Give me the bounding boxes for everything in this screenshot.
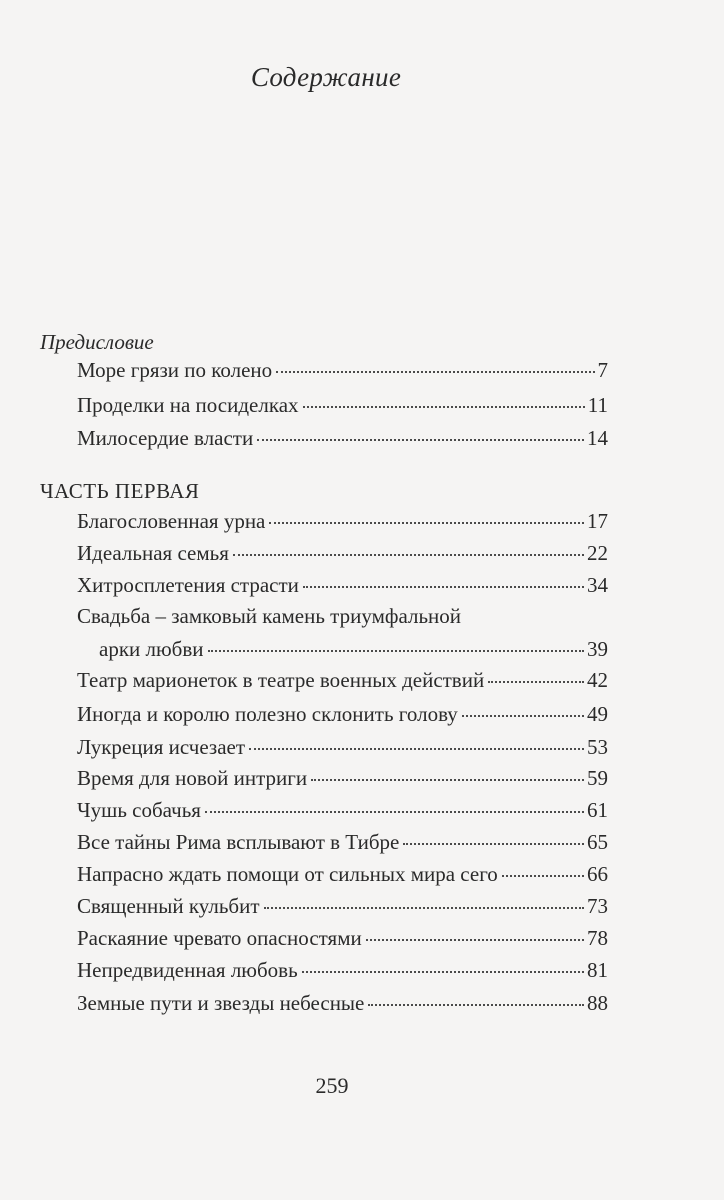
toc-entry-title: Раскаяние чревато опасностями [77, 926, 362, 950]
toc-entry [77, 990, 608, 1016]
toc-entry [77, 797, 608, 823]
toc-entry-title: Проделки на посиделках [77, 393, 299, 417]
toc-entry-page: 53 [587, 735, 608, 759]
toc-entry-title: Милосердие власти [77, 426, 254, 450]
toc-entry-title: Хитросплетения страсти [77, 573, 299, 597]
dot-leader [208, 650, 584, 652]
toc-entry [77, 357, 608, 383]
toc-entry-page: 78 [587, 926, 608, 950]
toc-entry [77, 734, 608, 760]
preface-heading: Предисловие [40, 330, 154, 354]
toc-entry-page: 11 [587, 393, 608, 417]
toc-entry [77, 540, 608, 566]
toc-entry-title: Благословенная урна [77, 509, 266, 533]
dot-leader [462, 715, 584, 717]
toc-entry-page: 73 [587, 894, 608, 918]
toc-entry-page: 49 [587, 702, 608, 726]
toc-entry [77, 925, 608, 951]
toc-entry [77, 425, 608, 451]
toc-entry-title: Непредвиденная любовь [77, 958, 298, 982]
toc-entry-page: 65 [587, 830, 608, 854]
dot-leader [264, 907, 584, 909]
toc-entry-page: 81 [587, 958, 608, 982]
toc-entry-title: Все тайны Рима всплывают в Тибре [77, 830, 400, 854]
dot-leader [205, 811, 584, 813]
toc-entry [77, 957, 608, 983]
toc-entry-title: арки любви [99, 637, 204, 661]
toc-entry [77, 829, 608, 855]
toc-entry-title: Лукреция исчезает [77, 735, 246, 759]
toc-entry-page: 34 [587, 573, 608, 597]
dot-leader [233, 554, 584, 556]
toc-entry-title: Море грязи по колено [77, 358, 273, 382]
toc-entry [77, 392, 608, 418]
toc-entry [77, 893, 608, 919]
dot-leader [276, 371, 594, 373]
toc-entry-title: Время для новой интриги [77, 766, 308, 790]
toc-entry [77, 765, 608, 791]
page-title: Содержание [250, 62, 402, 92]
dot-leader [303, 406, 585, 408]
toc-entry-page: 66 [587, 862, 608, 886]
dot-leader [311, 779, 584, 781]
toc-entry-title: Напрасно ждать помощи от сильных мира сего [77, 862, 498, 886]
dot-leader [257, 439, 584, 441]
dot-leader [368, 1004, 584, 1006]
toc-entry-page: 7 [597, 358, 608, 382]
part-heading: ЧАСТЬ ПЕРВАЯ [40, 479, 200, 503]
toc-entry [77, 572, 608, 598]
toc-entry-title: Идеальная семья [77, 541, 229, 565]
dot-leader [403, 843, 584, 845]
dot-leader [502, 875, 584, 877]
page-number: 259 [315, 1073, 349, 1098]
toc-entry-title: Иногда и королю полезно склонить голову [77, 702, 458, 726]
dot-leader [366, 939, 584, 941]
toc-entry-page: 39 [587, 637, 608, 661]
toc-entry [77, 861, 608, 887]
toc-entry-page: 42 [587, 668, 608, 692]
toc-entry-title: Священный кульбит [77, 894, 260, 918]
toc-entry-page: 22 [587, 541, 608, 565]
toc-entry-title-line1: Свадьба – замковый камень триумфальной [77, 604, 461, 628]
toc-entry-page: 61 [587, 798, 608, 822]
toc-entry [77, 701, 608, 727]
dot-leader [269, 522, 584, 524]
toc-entry-title: Чушь собачья [77, 798, 201, 822]
dot-leader [488, 681, 584, 683]
dot-leader [303, 586, 584, 588]
toc-entry-page: 14 [587, 426, 608, 450]
toc-entry-page: 59 [587, 766, 608, 790]
toc-entry [77, 667, 608, 693]
toc-entry-title: Земные пути и звезды небесные [77, 991, 365, 1015]
toc-entry-page: 88 [587, 991, 608, 1015]
dot-leader [302, 971, 584, 973]
dot-leader [249, 748, 584, 750]
toc-entry [99, 636, 608, 662]
toc-entry [77, 508, 608, 534]
toc-entry-title: Театр марионеток в театре военных действий [77, 668, 485, 692]
toc-entry-page: 17 [587, 509, 608, 533]
